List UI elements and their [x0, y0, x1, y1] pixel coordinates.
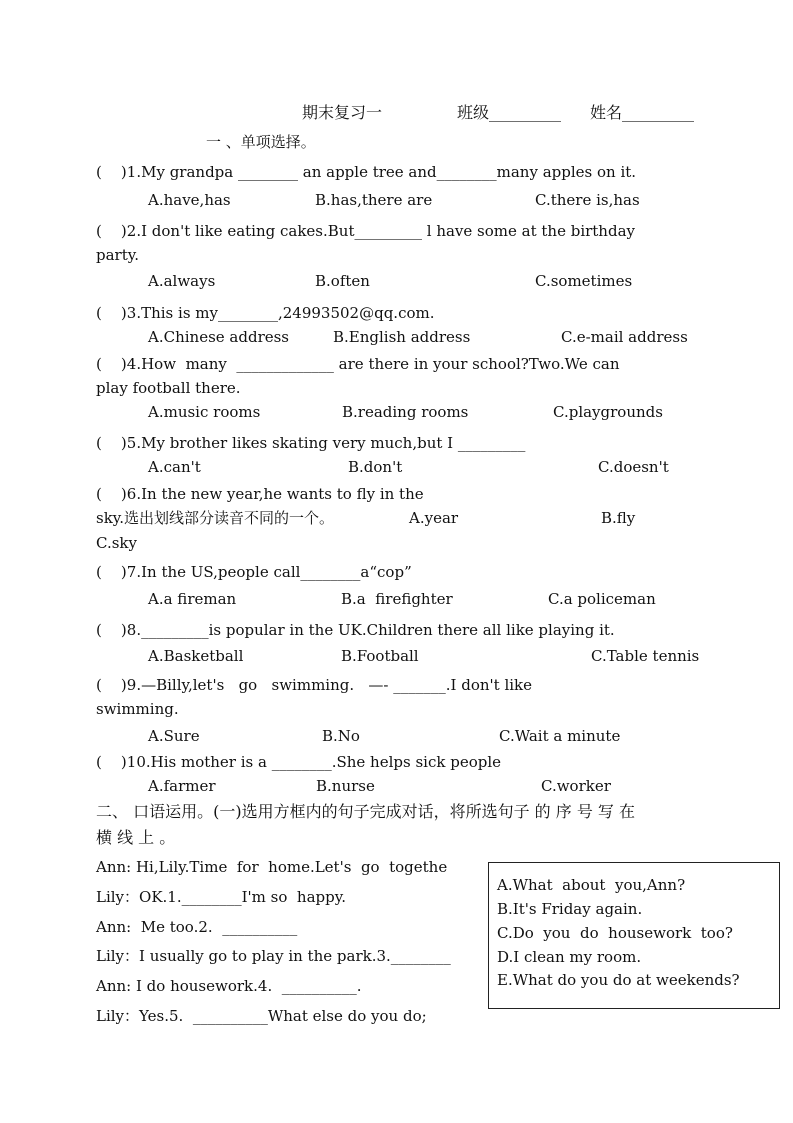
choice-item: A.What about you,Ann?: [497, 876, 686, 894]
option-c: C.a policeman: [548, 590, 656, 608]
option-c: C.sky: [96, 534, 137, 552]
option-c: C.sometimes: [535, 272, 633, 290]
option-b: B.fly: [601, 509, 636, 527]
option-c: C.playgrounds: [553, 403, 663, 421]
option-a: A.Basketball: [148, 647, 244, 665]
question-line: ( )3.This is my________,24993502@qq.com.: [96, 304, 435, 322]
option-a: A.music rooms: [148, 403, 261, 421]
question-line: ( )2.I don't like eating cakes.But_________ l have some at the birthday: [96, 222, 635, 240]
option-b: B.often: [315, 272, 370, 290]
option-c: C.doesn't: [598, 458, 669, 476]
question-line: ( )5.My brother likes skating very much,but I _________: [96, 434, 526, 452]
option-b: B.a firefighter: [341, 590, 453, 608]
choice-item: E.What do you do at weekends?: [497, 971, 740, 989]
choice-item: C.Do you do housework too?: [497, 924, 733, 942]
option-a: A.can't: [148, 458, 201, 476]
option-b: B.English address: [333, 328, 471, 346]
choice-box: [488, 862, 780, 1009]
option-a: A.have,has: [148, 191, 231, 209]
question-line: ( )7.In the US,people call________a“cop”: [96, 563, 412, 581]
dialogue-line: Ann: I do housework.4. __________.: [96, 977, 362, 995]
question-line: ( )6.In the new year,he wants to fly in the: [96, 485, 424, 503]
option-a: A.Sure: [148, 727, 200, 745]
option-c: C.e-mail address: [561, 328, 688, 346]
section-heading-choice: 一 、单项选择。: [206, 133, 316, 151]
option-b: B.reading rooms: [342, 403, 469, 421]
option-c: C.worker: [541, 777, 611, 795]
dialogue-line: Lily：Yes.5. __________What else do you do;: [96, 1007, 427, 1025]
section-heading-dialogue: 二、 口语运用。(一)选用方框内的句子完成对话，将所选句子 的 序 号 写 在: [96, 802, 636, 821]
question-line: party.: [96, 246, 139, 264]
choice-item: D.I clean my room.: [497, 948, 642, 966]
option-b: B.has,there are: [315, 191, 433, 209]
question-line: play football there.: [96, 379, 241, 397]
page-title: 期末复习一: [302, 103, 383, 122]
option-a: A.a fireman: [148, 590, 237, 608]
option-a: A.Chinese address: [148, 328, 290, 346]
question-line: ( )10.His mother is a ________.She helps sick people: [96, 753, 501, 771]
choice-item: B.It's Friday again.: [497, 900, 643, 918]
option-a: A.farmer: [148, 777, 216, 795]
question-line: sky.选出划线部分读音不同的一个。: [96, 509, 335, 527]
option-c: C.Wait a minute: [499, 727, 621, 745]
dialogue-line: Lily：I usually go to play in the park.3.________: [96, 947, 451, 965]
option-c: C.there is,has: [535, 191, 640, 209]
question-line: ( )8._________is popular in the UK.Children there all like playing it.: [96, 621, 615, 639]
question-line: ( )1.My grandpa ________ an apple tree and________many apples on it.: [96, 163, 637, 181]
option-a: A.year: [409, 509, 459, 527]
option-a: A.always: [148, 272, 216, 290]
option-c: C.Table tennis: [591, 647, 700, 665]
option-b: B.nurse: [316, 777, 375, 795]
option-b: B.Football: [341, 647, 419, 665]
question-line: swimming.: [96, 700, 179, 718]
dialogue-line: Ann: Me too.2. __________: [96, 918, 298, 936]
question-line: ( )9.—Billy,let's go swimming. —- _______.I don't like: [96, 676, 533, 694]
dialogue-line: Ann: Hi,Lily.Time for home.Let's go togethe: [96, 858, 448, 876]
class-field: 班级_________: [457, 103, 562, 122]
name-field: 姓名_________: [590, 103, 695, 122]
dialogue-line: Lily：OK.1.________I'm so happy.: [96, 888, 346, 906]
option-b: B.No: [322, 727, 360, 745]
section-heading-dialogue-cont: 横 线 上 。: [96, 828, 176, 847]
option-b: B.don't: [348, 458, 403, 476]
question-line: ( )4.How many _____________ are there in your school?Two.We can: [96, 355, 620, 373]
